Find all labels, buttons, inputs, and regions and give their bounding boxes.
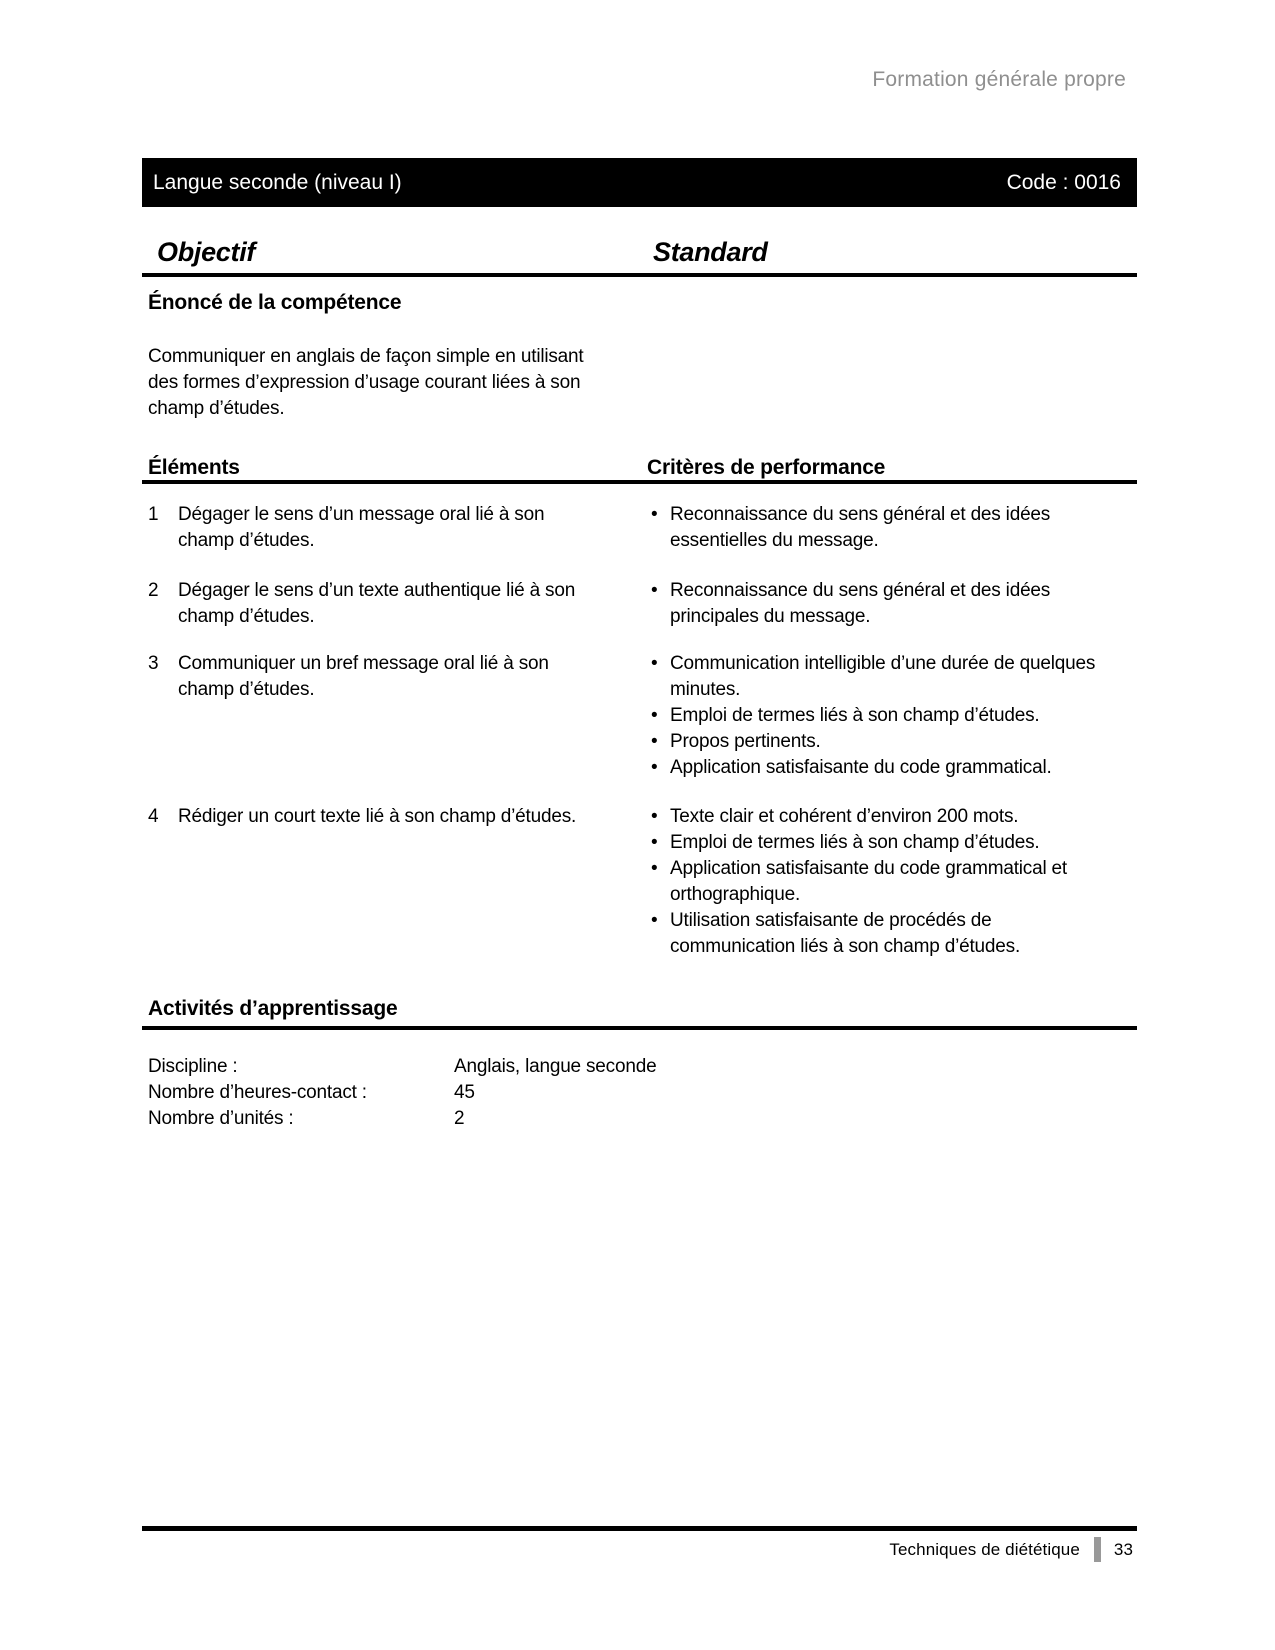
criterion-item: • Communication intelligible d’une durée de quelques minutes. [650,651,1100,703]
criterion-item: • Propos pertinents. [650,729,1100,755]
divider-rule [142,273,1137,277]
divider-rule [142,480,1137,484]
footer-divider-bar [1094,1537,1101,1562]
element-text: Dégager le sens d’un texte authentique lié à son champ d’études. [178,580,576,627]
criteria-cell [650,578,1110,630]
criterion-item: • Emploi de termes liés à son champ d’études. [650,703,1100,729]
learning-activities-table [148,1054,1048,1132]
footer-rule [142,1526,1137,1531]
element-cell [148,651,603,703]
info-label: Discipline : [148,1056,238,1077]
criteria-cell [650,804,1110,960]
info-value: 45 [454,1082,475,1103]
element-number: 2 [148,580,159,601]
criterion-item: • Application satisfaisante du code grammatical. [650,755,1100,781]
divider-rule [142,1026,1137,1030]
element-number: 3 [148,653,159,674]
criterion-item: • Reconnaissance du sens général et des idées essentielles du message. [650,502,1100,554]
page-content [142,0,1137,1650]
info-row [148,1106,1048,1132]
criterion-item: • Texte clair et cohérent d’environ 200 mots. [650,804,1100,830]
course-code: Code : 0016 [1006,170,1121,194]
objective-heading: Objectif [157,237,256,267]
info-label: Nombre d’unités : [148,1108,294,1129]
info-row [148,1054,1048,1080]
performance-criteria-heading: Critères de performance [647,456,886,479]
criteria-cell [650,502,1110,554]
course-title: Langue seconde (niveau I) [153,170,402,194]
element-text: Dégager le sens d’un message oral lié à son champ d’études. [178,504,545,551]
running-header: Formation générale propre [872,68,1126,91]
info-value: 2 [454,1108,465,1129]
standard-heading: Standard [653,237,768,267]
element-text: Rédiger un court texte lié à son champ d’études. [178,806,577,827]
info-row [148,1080,1048,1106]
course-title-bar [142,158,1137,207]
competency-statement-body: Communiquer en anglais de façon simple en utilisant des formes d’expression d’usage courant liées à son champ d’études. [148,346,584,419]
element-cell [148,804,603,830]
criterion-item: • Emploi de termes liés à son champ d’études. [650,830,1100,856]
criterion-item: • Reconnaissance du sens général et des idées principales du message. [650,578,1100,630]
elements-heading: Éléments [148,456,240,479]
element-cell [148,502,603,554]
competency-statement-heading: Énoncé de la compétence [148,291,402,314]
page-footer [142,1537,1133,1562]
info-label: Nombre d’heures-contact : [148,1082,367,1103]
criterion-item: • Utilisation satisfaisante de procédés de communication liés à son champ d’études. [650,908,1100,960]
element-cell [148,578,603,630]
criterion-item: • Application satisfaisante du code grammatical et orthographique. [650,856,1100,908]
footer-program-name: Techniques de diététique [889,1539,1080,1559]
element-text: Communiquer un bref message oral lié à son champ d’études. [178,653,549,700]
element-number: 1 [148,504,159,525]
learning-activities-heading: Activités d’apprentissage [148,997,398,1020]
info-value: Anglais, langue seconde [454,1056,657,1077]
footer-page-number: 33 [1113,1539,1133,1559]
criteria-cell [650,651,1110,781]
element-number: 4 [148,806,159,827]
